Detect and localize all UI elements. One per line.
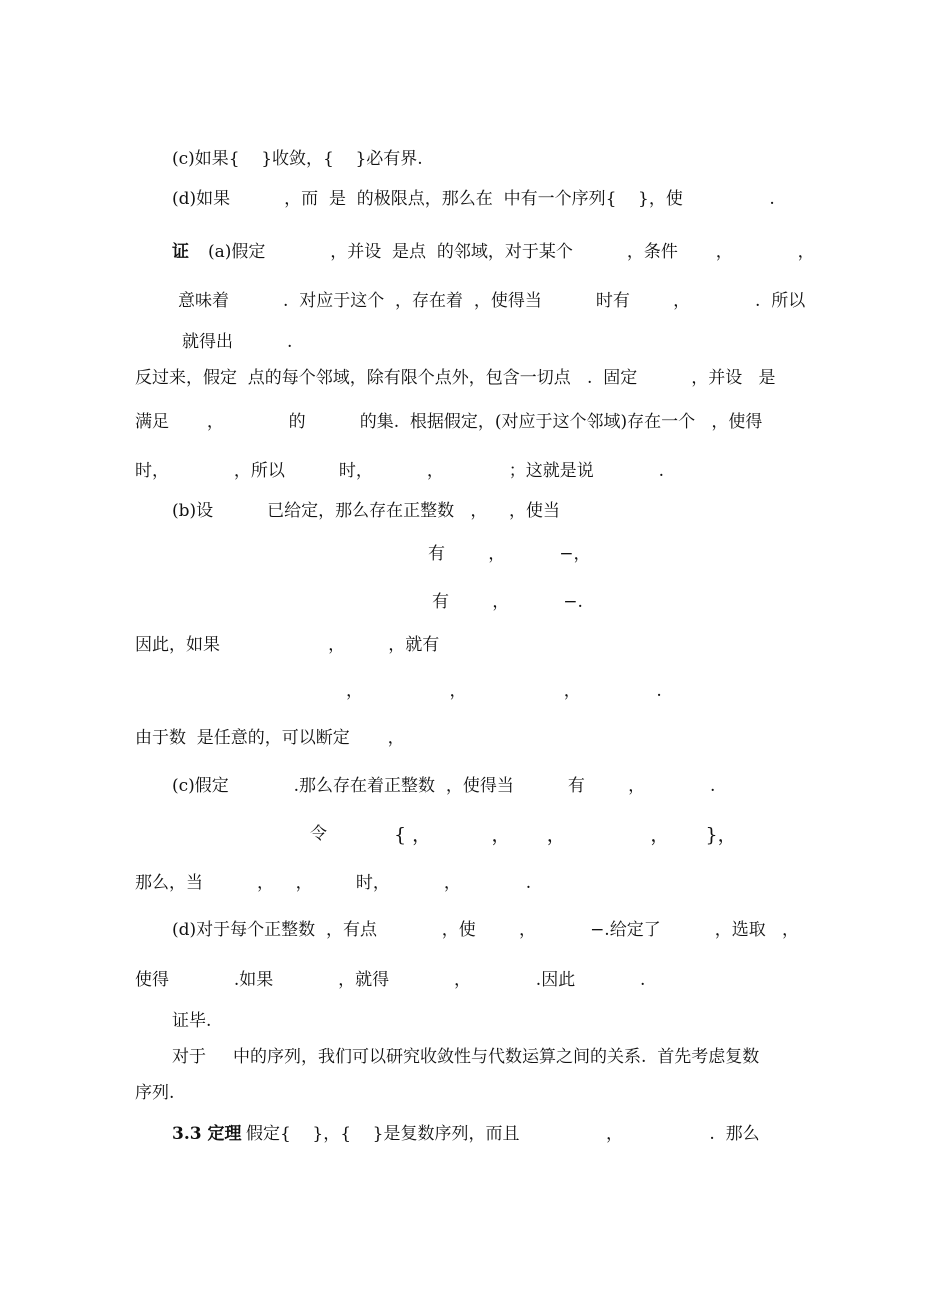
text-line: (d)如果 ，而 是 的极限点，那么在 中有一个序列{ }，使 . [172,189,775,209]
text-line: 那么，当 ， ， 时， ， . [135,873,532,893]
theorem-label: 3.3 定理 [172,1124,242,1144]
text-line: 由于数 是任意的，可以断定 ， [135,728,405,748]
text-line: (c)如果{ }收敛，{ }必有界. [172,149,423,169]
text-line: 时， ，所以 时， ， ；这就是说 . [135,461,665,481]
text-line: 证毕. [172,1011,212,1031]
text-line: ， ， ， . [346,681,662,701]
text-line: (c)假定 .那么存在着正整数 ，使得当 有 ， . [172,776,716,796]
text-line: 对于 中的序列，我们可以研究收敛性与代数运算之间的关系. 首先考虑复数 [172,1047,760,1067]
text-line: 假定{ }，{ }是复数序列，而且 ， . 那么 [246,1124,760,1144]
proof-label: 证 [172,242,189,262]
text-line: { ， ， ， ， }， [394,824,737,846]
text-line: (b)设 已给定，那么存在正整数 ， ，使当 [172,501,561,521]
text-line: 令 [310,824,327,844]
text-line: 因此，如果 ， ，就有 [135,635,440,655]
text-line: 有 ， −， [428,544,591,564]
text-line: (a)假定 ，并设 是点 的邻域，对于某个 ，条件 ， ， [208,242,815,262]
text-line: 有 ， −. [432,592,583,612]
text-line: (d)对于每个正整数 ，有点 ，使 ， −.给定了 ，选取 ， [172,920,799,940]
text-line: 就得出 . [182,332,293,352]
text-line: 反过来，假定 点的每个邻域，除有限个点外，包含一切点 . 固定 ，并设 是 [135,368,776,388]
text-line: 满足 ， 的 的集. 根据假定，(对应于这个邻域)存在一个 ，使得 [135,412,763,432]
text-line: 序列. [135,1083,175,1103]
text-line: 意味着 . 对应于这个 ，存在着 ，使得当 时有 ， . 所以 [178,291,806,311]
text-line: 使得 .如果 ，就得 ， .因此 . [135,970,646,990]
